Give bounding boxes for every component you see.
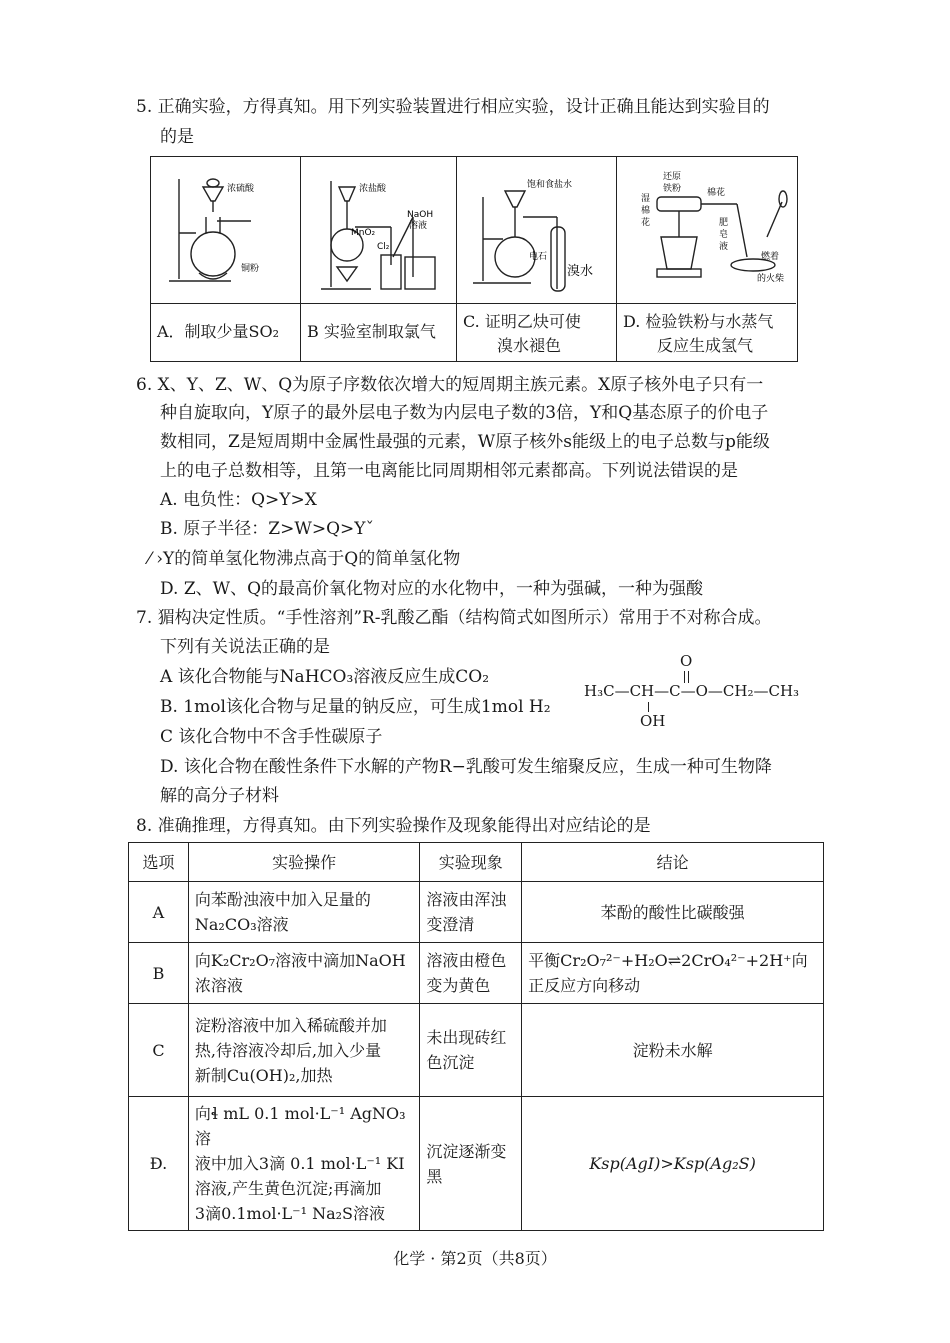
- row-b-ph-line2: 变为黄色: [426, 976, 491, 995]
- table-header-row: [129, 843, 824, 882]
- q7-option-a: A 该化合物能与NaHCO₃溶液反应生成CO₂: [160, 667, 490, 687]
- row-c-conclusion: 淀粉未水解: [522, 1004, 824, 1097]
- q6-option-a: A. 电负性：Q>Y>X: [160, 490, 317, 510]
- q6-option-d: D. Z、W、Q的最高价氧化物对应的水化物中，一种为强碱，一种为强酸: [160, 579, 704, 599]
- structure-main-chain: H₃C—CH—C—O—CH₂—CH₃: [584, 682, 800, 700]
- apparatus-c-diagram: [457, 157, 617, 303]
- row-d-op-line4: 3滴0.1mol·L⁻¹ Na₂S溶液: [194, 1204, 386, 1223]
- q5-apparatus-table: [150, 156, 798, 362]
- row-a-phenomenon: [420, 882, 522, 943]
- apparatus-d-label9: 液: [719, 242, 729, 252]
- row-c-op-line3: 新制Cu(OH)₂,加热: [194, 1065, 333, 1085]
- row-c-op-line1: 淀粉溶液中加入稀硫酸并加: [194, 1015, 387, 1035]
- row-a-op-line1: 向苯酚浊液中加入足量的: [194, 890, 371, 909]
- apparatus-d-diagram: [617, 157, 799, 303]
- row-d-operation: [188, 1097, 420, 1231]
- apparatus-b-label3: NaOH: [407, 210, 434, 220]
- apparatus-d-label5: 棉: [641, 206, 651, 216]
- q6-stem-line4: 上的电子总数相等，且第一电离能比同周期相邻元素都高。下列说法错误的是: [160, 461, 738, 481]
- apparatus-b-diagram: [301, 157, 457, 303]
- row-d-op-line3: 溶液,产生黄色沉淀;再滴加: [194, 1179, 382, 1198]
- q6-option-b: B. 原子半径：Z>W>Q>Yˇ: [160, 519, 374, 539]
- row-a-op-line2: Na₂CO₃溶液: [194, 915, 289, 934]
- apparatus-c-label1: 饱和食盐水: [527, 180, 573, 190]
- table-row: [129, 943, 824, 1004]
- header-option: 选项: [129, 843, 189, 882]
- q6-stem-line2: 种自旋取向，Y原子的最外层电子数为内层电子数的3倍，Y和Q基态原子的价电子: [160, 403, 769, 423]
- row-a-operation: [188, 882, 420, 943]
- row-c-phenomenon: [420, 1004, 522, 1097]
- structure-oh: OH: [640, 712, 666, 730]
- page-footer: 化学 · 第2页（共8页）: [393, 1249, 557, 1268]
- row-b-ph-line1: 溶液由橙色: [426, 951, 507, 970]
- apparatus-d-label11: 的火柴: [757, 274, 785, 284]
- q7-option-b: B. 1mol该化合物与足量的钠反应，可生成1mol H₂: [160, 697, 551, 717]
- row-b-op-line1: 向K₂Cr₂O₇溶液中滴加NaOH: [194, 951, 406, 970]
- table-row: [129, 1004, 824, 1097]
- q5-option-c: [457, 303, 617, 361]
- apparatus-a-label2: 铜粉: [241, 264, 260, 274]
- apparatus-d-label8: 皂: [719, 230, 729, 240]
- apparatus-c-label3: 溴水: [567, 264, 594, 279]
- apparatus-d-label7: 肥: [719, 218, 729, 228]
- row-b-option: B: [129, 943, 189, 1004]
- apparatus-b-label5: Cl₂: [377, 242, 390, 252]
- q5-option-d-line1: D. 检验铁粉与水蒸气: [623, 312, 774, 331]
- row-d-phenomenon: [420, 1097, 522, 1231]
- q5-stem-line1: 5. 正确实验，方得真知。用下列实验装置进行相应实验，设计正确且能达到实验目的: [136, 97, 770, 117]
- q7-stem-line1: 7. 猸构决定性质。“手性溶剂”R-乳酸乙酯（结构简式如图所示）常用于不对称合成。: [136, 608, 772, 628]
- row-c-operation: [188, 1004, 420, 1097]
- row-d-op-line2: 液中加入3滴 0.1 mol·L⁻¹ KI: [194, 1154, 405, 1173]
- row-d-ph-line2: 黑: [426, 1166, 443, 1186]
- apparatus-d-label4: 湿: [641, 194, 651, 204]
- apparatus-d-label1: 还原: [663, 172, 682, 182]
- row-c-op-line2: 热,待溶液冷却后,加入少量: [194, 1040, 382, 1060]
- q7-option-d-line2: 解的高分子材料: [160, 786, 279, 806]
- q8-table: [128, 842, 824, 1231]
- row-b-conclusion: [522, 943, 824, 1004]
- row-a-ph-line2: 变澄清: [426, 915, 475, 934]
- row-b-con-line1: 平衡Cr₂O₇²⁻+H₂O⇌2CrO₄²⁻+2H⁺向: [528, 951, 808, 970]
- row-a-option: A: [129, 882, 189, 943]
- q6-stem-line1: 6. X、Y、Z、W、Q为原子序数依次增大的短周期主族元素。X原子核外电子只有一: [136, 375, 764, 395]
- apparatus-d-label10: 燃着: [761, 252, 780, 262]
- apparatus-b-label2: MnO₂: [351, 228, 376, 238]
- apparatus-a-diagram: [151, 157, 301, 303]
- q6-stem-line3: 数相同，Z是短周期中金属性最强的元素，W原子核外s能级上的电子总数与p能级: [160, 432, 770, 452]
- apparatus-a-label1: 浓硫酸: [227, 184, 255, 194]
- q5-option-d: [617, 303, 796, 361]
- apparatus-d-label6: 花: [641, 218, 651, 228]
- row-c-option: C: [129, 1004, 189, 1097]
- row-c-ph-line1: 未出现砖红: [426, 1028, 507, 1047]
- apparatus-c-label2: 电石: [529, 252, 548, 262]
- q6-option-c: ⁄ ›Y的简单氢化物沸点高于Q的简单氢化物: [148, 549, 461, 569]
- q7-option-c: C 该化合物中不含手性碳原子: [160, 727, 383, 747]
- row-d-option: Ð.: [129, 1097, 189, 1231]
- table-row: [129, 1097, 824, 1231]
- q8-stem: 8. 准确推理，方得真知。由下列实验操作及现象能得出对应结论的是: [136, 816, 651, 836]
- row-a-ph-line1: 溶液由浑浊: [426, 890, 507, 909]
- table-row: [129, 882, 824, 943]
- q5-option-c-line1: C. 证明乙炔可使: [463, 312, 581, 331]
- q5-stem-line2: 的是: [160, 127, 194, 147]
- row-b-operation: [188, 943, 420, 1004]
- row-b-con-line2: 正反应方向移动: [528, 976, 641, 995]
- header-operation: 实验操作: [188, 843, 420, 882]
- row-d-ph-line1: 沉淀逐渐变: [426, 1141, 507, 1161]
- header-conclusion: 结论: [522, 843, 824, 882]
- row-c-ph-line2: 色沉淀: [426, 1053, 475, 1072]
- apparatus-b-label1: 浓盐酸: [359, 184, 387, 194]
- row-b-phenomenon: [420, 943, 522, 1004]
- q5-option-b: B 实验室制取氯气: [301, 303, 457, 361]
- header-phenomenon: 实验现象: [420, 843, 522, 882]
- row-a-conclusion: 苯酚的酸性比碳酸强: [522, 882, 824, 943]
- row-d-conclusion: Ksp(AgI)>Ksp(Ag₂S): [522, 1097, 824, 1231]
- q5-option-d-line2: 反应生成氢气: [657, 336, 754, 355]
- q5-option-c-line2: 溴水褪色: [497, 336, 562, 355]
- q7-option-d-line1: D. 该化合物在酸性条件下水解的产物R−乳酸可发生缩聚反应，生成一种可生物降: [160, 757, 772, 777]
- row-d-op-line1: 向ɬ mL 0.1 mol·L⁻¹ AgNO₃溶: [194, 1104, 406, 1148]
- q7-stem-line2: 下列有关说法正确的是: [160, 637, 330, 657]
- apparatus-d-label2: 铁粉: [663, 184, 682, 194]
- q5-option-a: A．制取少量SO₂: [151, 303, 301, 361]
- apparatus-d-label3: 棉花: [707, 188, 726, 198]
- apparatus-b-label4: 溶液: [409, 221, 428, 231]
- structure-carbonyl-o: O: [680, 652, 693, 670]
- row-b-op-line2: 浓溶液: [194, 976, 243, 995]
